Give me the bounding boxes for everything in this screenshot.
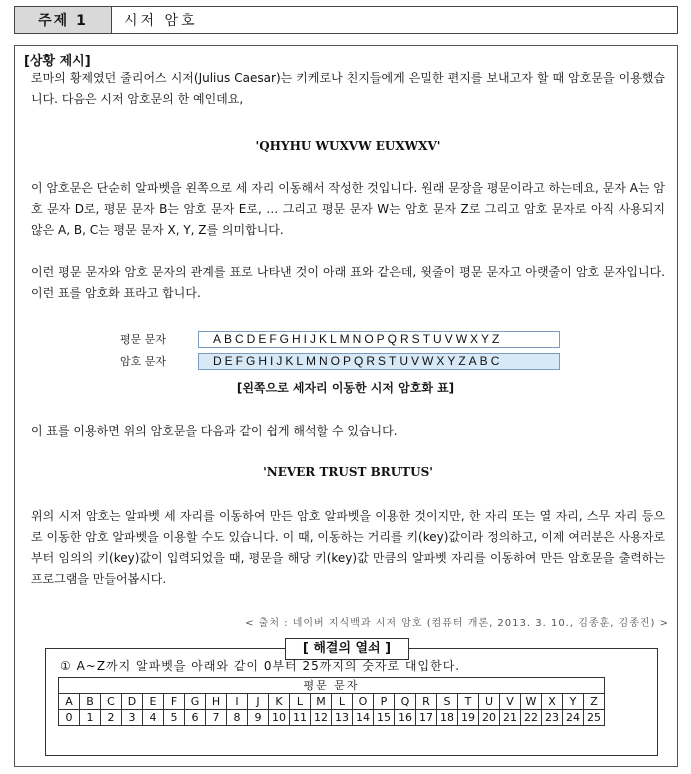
topic-header: [14, 6, 678, 34]
letter-cell: P: [374, 694, 395, 710]
source-note: < 출처 : 네이버 지식백과 시저 암호 (컴퓨터 개론, 2013. 3. 10., 김종훈, 김종진) >: [245, 618, 669, 629]
number-cell: 22: [521, 710, 542, 726]
intro-paragraph: 로마의 황제였던 줄리어스 시저(Julius Caesar)는 키케로나 친지들에게 은밀한 편지를 보내고자 할 때 암호문을 이용했습니다. 다음은 시저 암호문의 한 예인데요,: [31, 71, 665, 106]
number-cell: 5: [164, 710, 185, 726]
letter-cell: U: [479, 694, 500, 710]
letter-cell: Q: [395, 694, 416, 710]
letter-cell: H: [206, 694, 227, 710]
letter-row: [59, 694, 605, 710]
number-cell: 10: [269, 710, 290, 726]
letter-cell: I: [227, 694, 248, 710]
table-intro-paragraph: 이런 평문 문자와 암호 문자의 관계를 표로 나타낸 것이 아래 표와 같은데, 윗줄이 평문 문자고 아랫줄이 암호 문자입니다. 이런 표를 암호화 표라고 합니다.: [31, 265, 665, 300]
plain-label: 평문 문자: [120, 333, 167, 346]
step-1: ① A~Z까지 알파벳을 아래와 같이 0부터 25까지의 숫자로 대입한다.: [60, 659, 461, 673]
number-cell: 21: [500, 710, 521, 726]
letter-cell: J: [248, 694, 269, 710]
number-cell: 8: [227, 710, 248, 726]
number-cell: 13: [332, 710, 353, 726]
letter-cell: Y: [563, 694, 584, 710]
decode-intro: 이 표를 이용하면 위의 암호문을 다음과 같이 쉽게 해석할 수 있습니다.: [31, 424, 398, 438]
cipher-row: [120, 352, 503, 370]
letter-cell: C: [101, 694, 122, 710]
number-cell: 3: [122, 710, 143, 726]
situation-heading: [상황 제시]: [24, 54, 91, 69]
number-cell: 20: [479, 710, 500, 726]
cipher-label: 암호 문자: [120, 355, 167, 368]
cipher-letters: DEFGHIJKLMNOPQRSTUVWXYZABC: [198, 353, 560, 370]
number-cell: 7: [206, 710, 227, 726]
letter-cell: F: [164, 694, 185, 710]
alphabet-number-table: [58, 677, 605, 726]
letter-cell: R: [416, 694, 437, 710]
number-cell: 2: [101, 710, 122, 726]
letter-cell: O: [353, 694, 374, 710]
table-caption: [왼쪽으로 세자리 이동한 시저 암호화 표]: [236, 381, 455, 395]
number-row: [59, 710, 605, 726]
number-cell: 6: [185, 710, 206, 726]
task-paragraph: 위의 시저 암호는 알파벳 세 자리를 이동하여 만든 암호 알파벳을 이용한 것이지만, 한 자리 또는 열 자리, 스무 자리 등으로 이동한 암호 알파벳을 이용할 수도 있습니다. 이 때, 이동하는 거리를 키(key)값이라 정의하고, 이제 여러분은 사용자로부터 임의의 키(key)값이 입력되었을 때, 평문을 해당 키(key)값 만큼의 알파벳 자리를 이동하여 만든 암호문을 출력하는 프로그램을 만들어봅시다.: [31, 509, 665, 586]
solution-heading: [ 해결의 열쇠 ]: [285, 638, 409, 660]
number-cell: 1: [80, 710, 101, 726]
cipher-example: 'QHYHU WUXVW EUXWXV': [255, 139, 441, 153]
letter-cell: L: [332, 694, 353, 710]
number-cell: 17: [416, 710, 437, 726]
letter-cell: K: [269, 694, 290, 710]
letter-cell: Z: [584, 694, 605, 710]
letter-cell: X: [542, 694, 563, 710]
number-cell: 4: [143, 710, 164, 726]
number-cell: 25: [584, 710, 605, 726]
number-cell: 9: [248, 710, 269, 726]
letter-cell: G: [185, 694, 206, 710]
topic-title: 시저 암호: [124, 13, 198, 29]
letter-cell: W: [521, 694, 542, 710]
plain-letters: ABCDEFGHIJKLMNOPQRSTUVWXYZ: [198, 331, 560, 348]
explain-paragraph: 이 암호문은 단순히 알파벳을 왼쪽으로 세 자리 이동해서 작성한 것입니다. 원래 문장을 평문이라고 하는데요, 문자 A는 암호 문자 D로, 평문 문자 B는 암호 문자 E로, … 그리고 평문 문자 W는 암호 문자 Z로 그리고 암호 문자로 아직 사용되지 않은 A, B, C는 평문 문자 X, Y, Z를 의미합니다.: [31, 181, 665, 237]
number-cell: 14: [353, 710, 374, 726]
letter-cell: E: [143, 694, 164, 710]
letter-cell: A: [59, 694, 80, 710]
letter-cell: L: [290, 694, 311, 710]
number-cell: 23: [542, 710, 563, 726]
number-cell: 24: [563, 710, 584, 726]
number-cell: 0: [59, 710, 80, 726]
letter-cell: B: [80, 694, 101, 710]
number-cell: 19: [458, 710, 479, 726]
letter-cell: S: [437, 694, 458, 710]
letter-cell: D: [122, 694, 143, 710]
number-cell: 16: [395, 710, 416, 726]
letter-cell: T: [458, 694, 479, 710]
letter-cell: M: [311, 694, 332, 710]
number-cell: 15: [374, 710, 395, 726]
plain-example: 'NEVER TRUST BRUTUS': [263, 465, 433, 479]
number-cell: 12: [311, 710, 332, 726]
table-header: 평문 문자: [59, 678, 605, 694]
topic-label: 주제 1: [15, 7, 112, 33]
plain-row: [120, 330, 503, 348]
letter-cell: V: [500, 694, 521, 710]
number-cell: 11: [290, 710, 311, 726]
number-cell: 18: [437, 710, 458, 726]
